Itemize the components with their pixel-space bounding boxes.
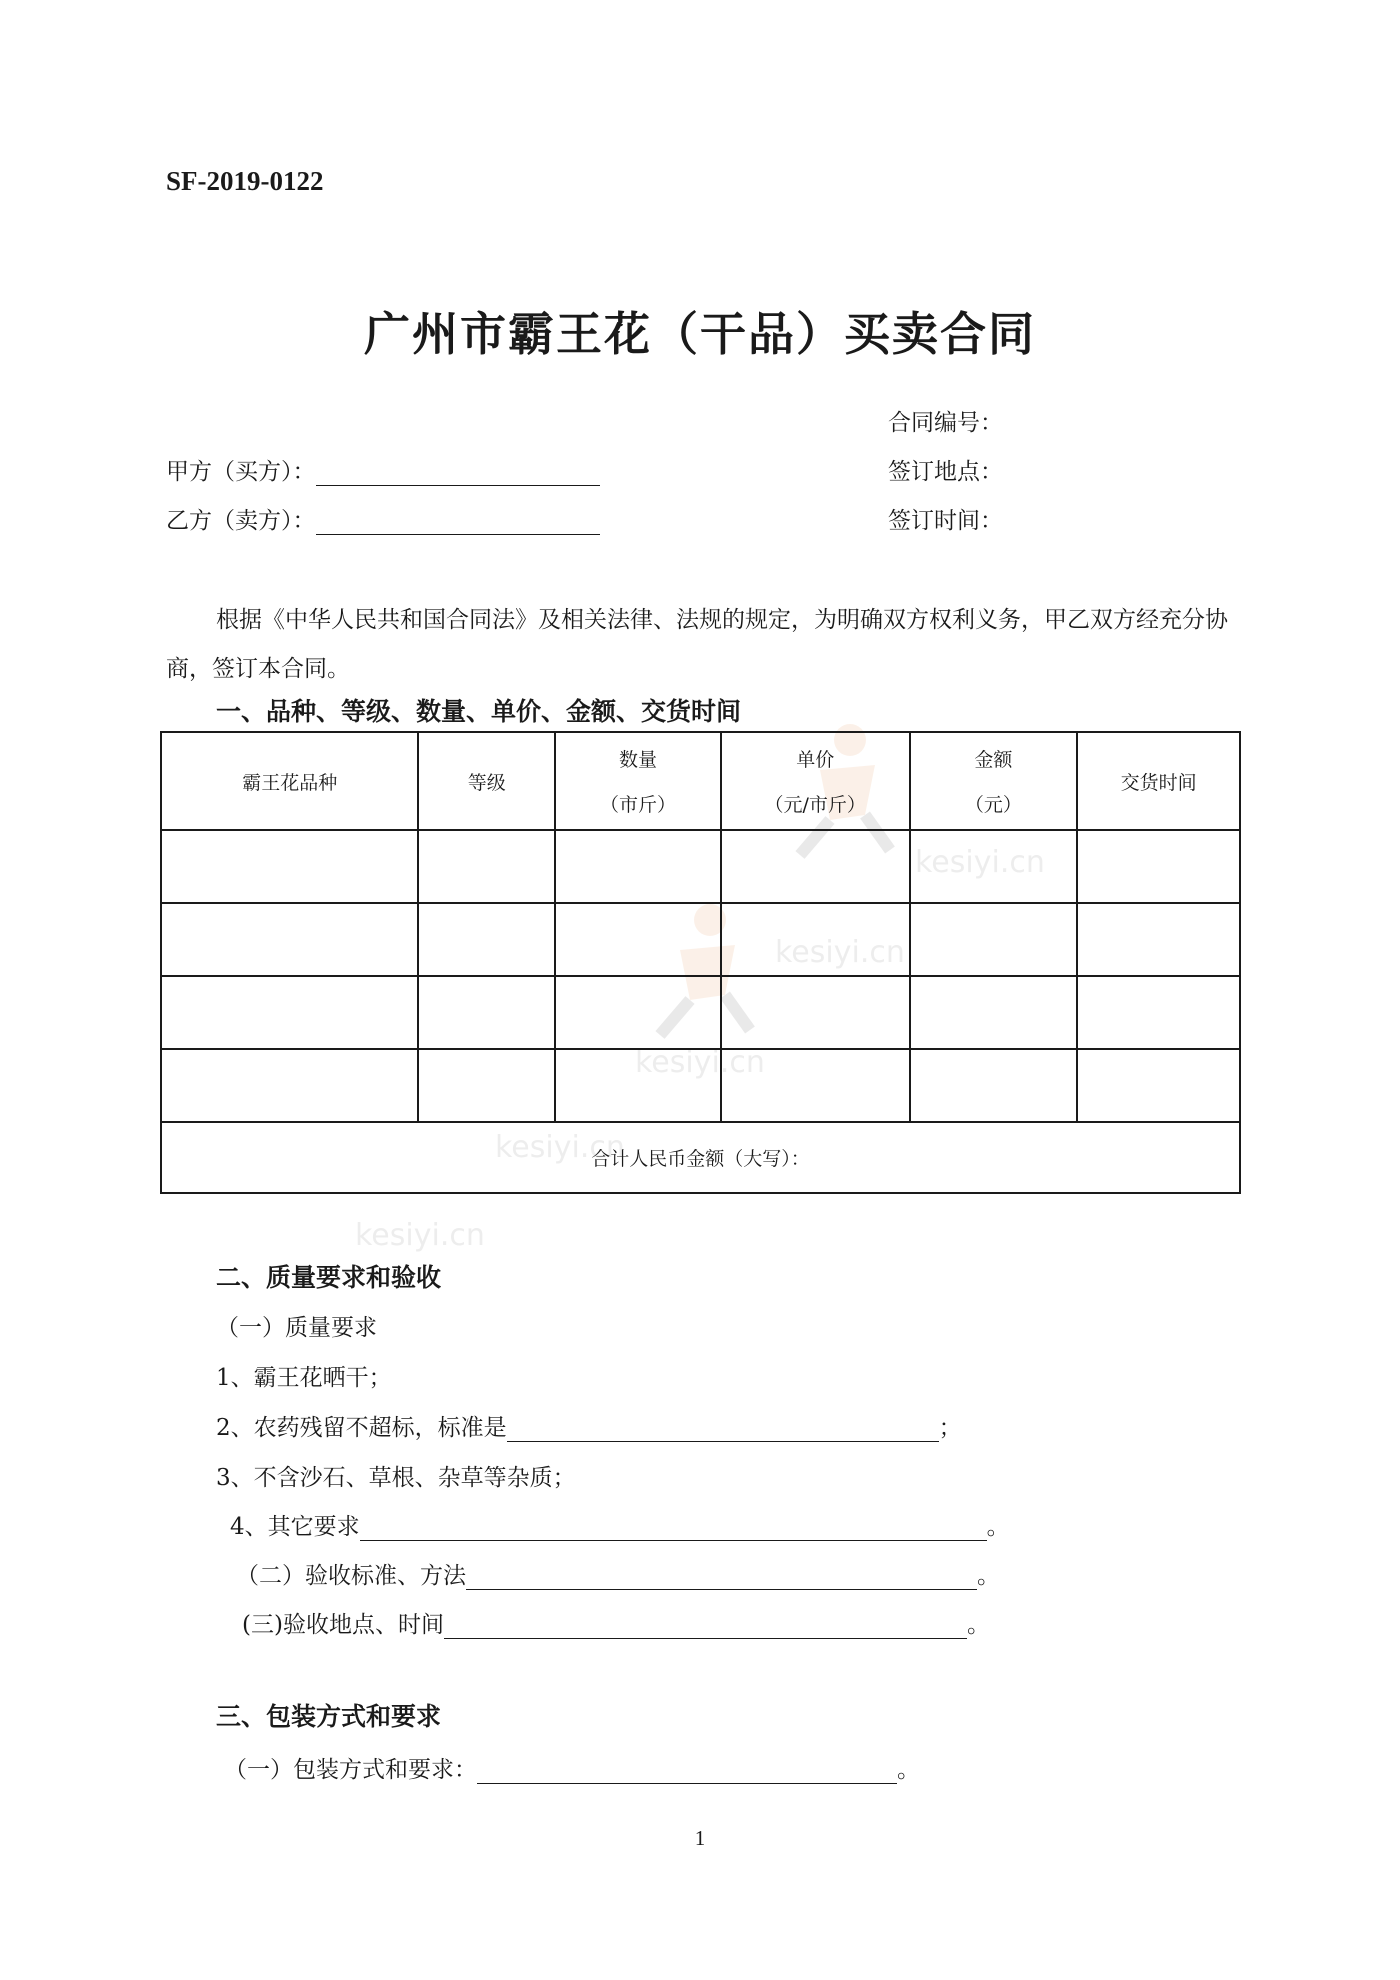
table-row (161, 976, 1240, 1049)
watermark-text: kesiyi.cn (915, 845, 1045, 880)
header-variety: 霸王花品种 (161, 732, 418, 830)
quality-item-2-end: ； (938, 1415, 962, 1441)
header-amount-unit: （元） (964, 794, 1022, 816)
party-a-label: 甲方（买方）： (166, 459, 316, 485)
table-cell[interactable] (1077, 830, 1240, 903)
acceptance-standard-end: 。 (977, 1563, 1000, 1589)
acceptance-standard-row (236, 1557, 1000, 1590)
table-cell[interactable] (721, 903, 910, 976)
quality-item-4-end: 。 (986, 1514, 1010, 1540)
acceptance-place-row (242, 1606, 990, 1639)
header-quantity-label: 数量 (619, 749, 658, 771)
document-code: SF-2019-0122 (166, 166, 324, 196)
table-cell[interactable] (161, 976, 418, 1049)
table-cell[interactable] (721, 1049, 910, 1122)
watermark-text: kesiyi.cn (355, 1218, 485, 1253)
table-cell[interactable] (910, 976, 1078, 1049)
party-b-row (166, 502, 600, 535)
header-quantity-unit: （市斤） (600, 794, 677, 816)
header-price-unit: （元/市斤） (764, 794, 866, 816)
watermark-text: kesiyi.cn (635, 1045, 765, 1080)
packaging-label: （一）包装方式和要求： (224, 1757, 477, 1783)
table-cell[interactable] (418, 976, 555, 1049)
party-b-field[interactable] (316, 510, 600, 535)
header-amount-label: 金额 (974, 749, 1013, 771)
header-delivery: 交货时间 (1077, 732, 1240, 830)
other-requirements-field[interactable] (360, 1516, 987, 1541)
party-a-field[interactable] (316, 461, 600, 486)
header-quantity (555, 732, 721, 830)
acceptance-standard-label: （二）验收标准、方法 (236, 1563, 466, 1589)
section3-heading: 三、包装方式和要求 (216, 1702, 442, 1731)
table-cell[interactable] (418, 1049, 555, 1122)
packaging-row (224, 1751, 920, 1784)
table-cell[interactable] (418, 830, 555, 903)
quality-item-3: 3、不含沙石、草根、杂草等杂质； (216, 1465, 576, 1491)
total-amount-cell[interactable]: 合计人民币金额（大写）： (161, 1122, 1240, 1193)
party-b-label: 乙方（卖方）： (166, 508, 316, 534)
table-cell[interactable] (1077, 1049, 1240, 1122)
table-cell[interactable] (418, 903, 555, 976)
table-row (161, 1049, 1240, 1122)
contract-number-label: 合同编号： (888, 410, 1003, 436)
goods-table (160, 731, 1241, 1194)
table-cell[interactable] (555, 830, 721, 903)
table-cell[interactable] (910, 903, 1078, 976)
quality-subheading: （一）质量要求 (216, 1315, 377, 1341)
sign-place-label: 签订地点： (888, 459, 1003, 485)
table-cell[interactable] (161, 830, 418, 903)
quality-item-2-row (216, 1409, 962, 1442)
sign-time-label: 签订时间： (888, 508, 1003, 534)
table-total-row (161, 1122, 1240, 1193)
quality-item-4-row (230, 1508, 1010, 1541)
page-number: 1 (694, 1826, 706, 1850)
table-header-row (161, 732, 1240, 830)
acceptance-standard-field[interactable] (466, 1565, 977, 1590)
preamble-paragraph: 根据《中华人民共和国合同法》及相关法律、法规的规定，为明确双方权利义务，甲乙双方经充分协商，签订本合同。 (166, 607, 1228, 682)
packaging-field[interactable] (477, 1759, 897, 1784)
table-cell[interactable] (161, 1049, 418, 1122)
table-cell[interactable] (555, 976, 721, 1049)
header-price (721, 732, 910, 830)
table-cell[interactable] (1077, 903, 1240, 976)
table-cell[interactable] (721, 976, 910, 1049)
table-cell[interactable] (1077, 976, 1240, 1049)
table-cell[interactable] (555, 1049, 721, 1122)
acceptance-place-field[interactable] (444, 1614, 967, 1639)
table-cell[interactable] (910, 1049, 1078, 1122)
contract-title: 广州市霸王花（干品）买卖合同 (364, 307, 1036, 361)
acceptance-place-label: (三)验收地点、时间 (242, 1612, 444, 1638)
table-cell[interactable] (161, 903, 418, 976)
header-grade: 等级 (418, 732, 555, 830)
watermark-text: kesiyi.cn (775, 935, 905, 970)
watermark-text: kesiyi.cn (495, 1130, 625, 1165)
table-cell[interactable] (555, 903, 721, 976)
table-cell[interactable] (721, 830, 910, 903)
table-cell[interactable] (910, 830, 1078, 903)
section2-heading: 二、质量要求和验收 (216, 1263, 442, 1292)
quality-item-2-label: 2、农药残留不超标，标准是 (216, 1415, 507, 1441)
quality-item-1: 1、霸王花晒干； (216, 1365, 392, 1391)
acceptance-place-end: 。 (966, 1612, 990, 1638)
table-row (161, 830, 1240, 903)
header-price-label: 单价 (796, 749, 835, 771)
quality-item-4-label: 4、其它要求 (230, 1514, 360, 1540)
header-amount (910, 732, 1078, 830)
packaging-end: 。 (897, 1757, 920, 1783)
table-row (161, 903, 1240, 976)
section1-heading: 一、品种、等级、数量、单价、金额、交货时间 (216, 697, 742, 726)
pesticide-standard-field[interactable] (507, 1417, 939, 1442)
party-a-row (166, 453, 600, 486)
